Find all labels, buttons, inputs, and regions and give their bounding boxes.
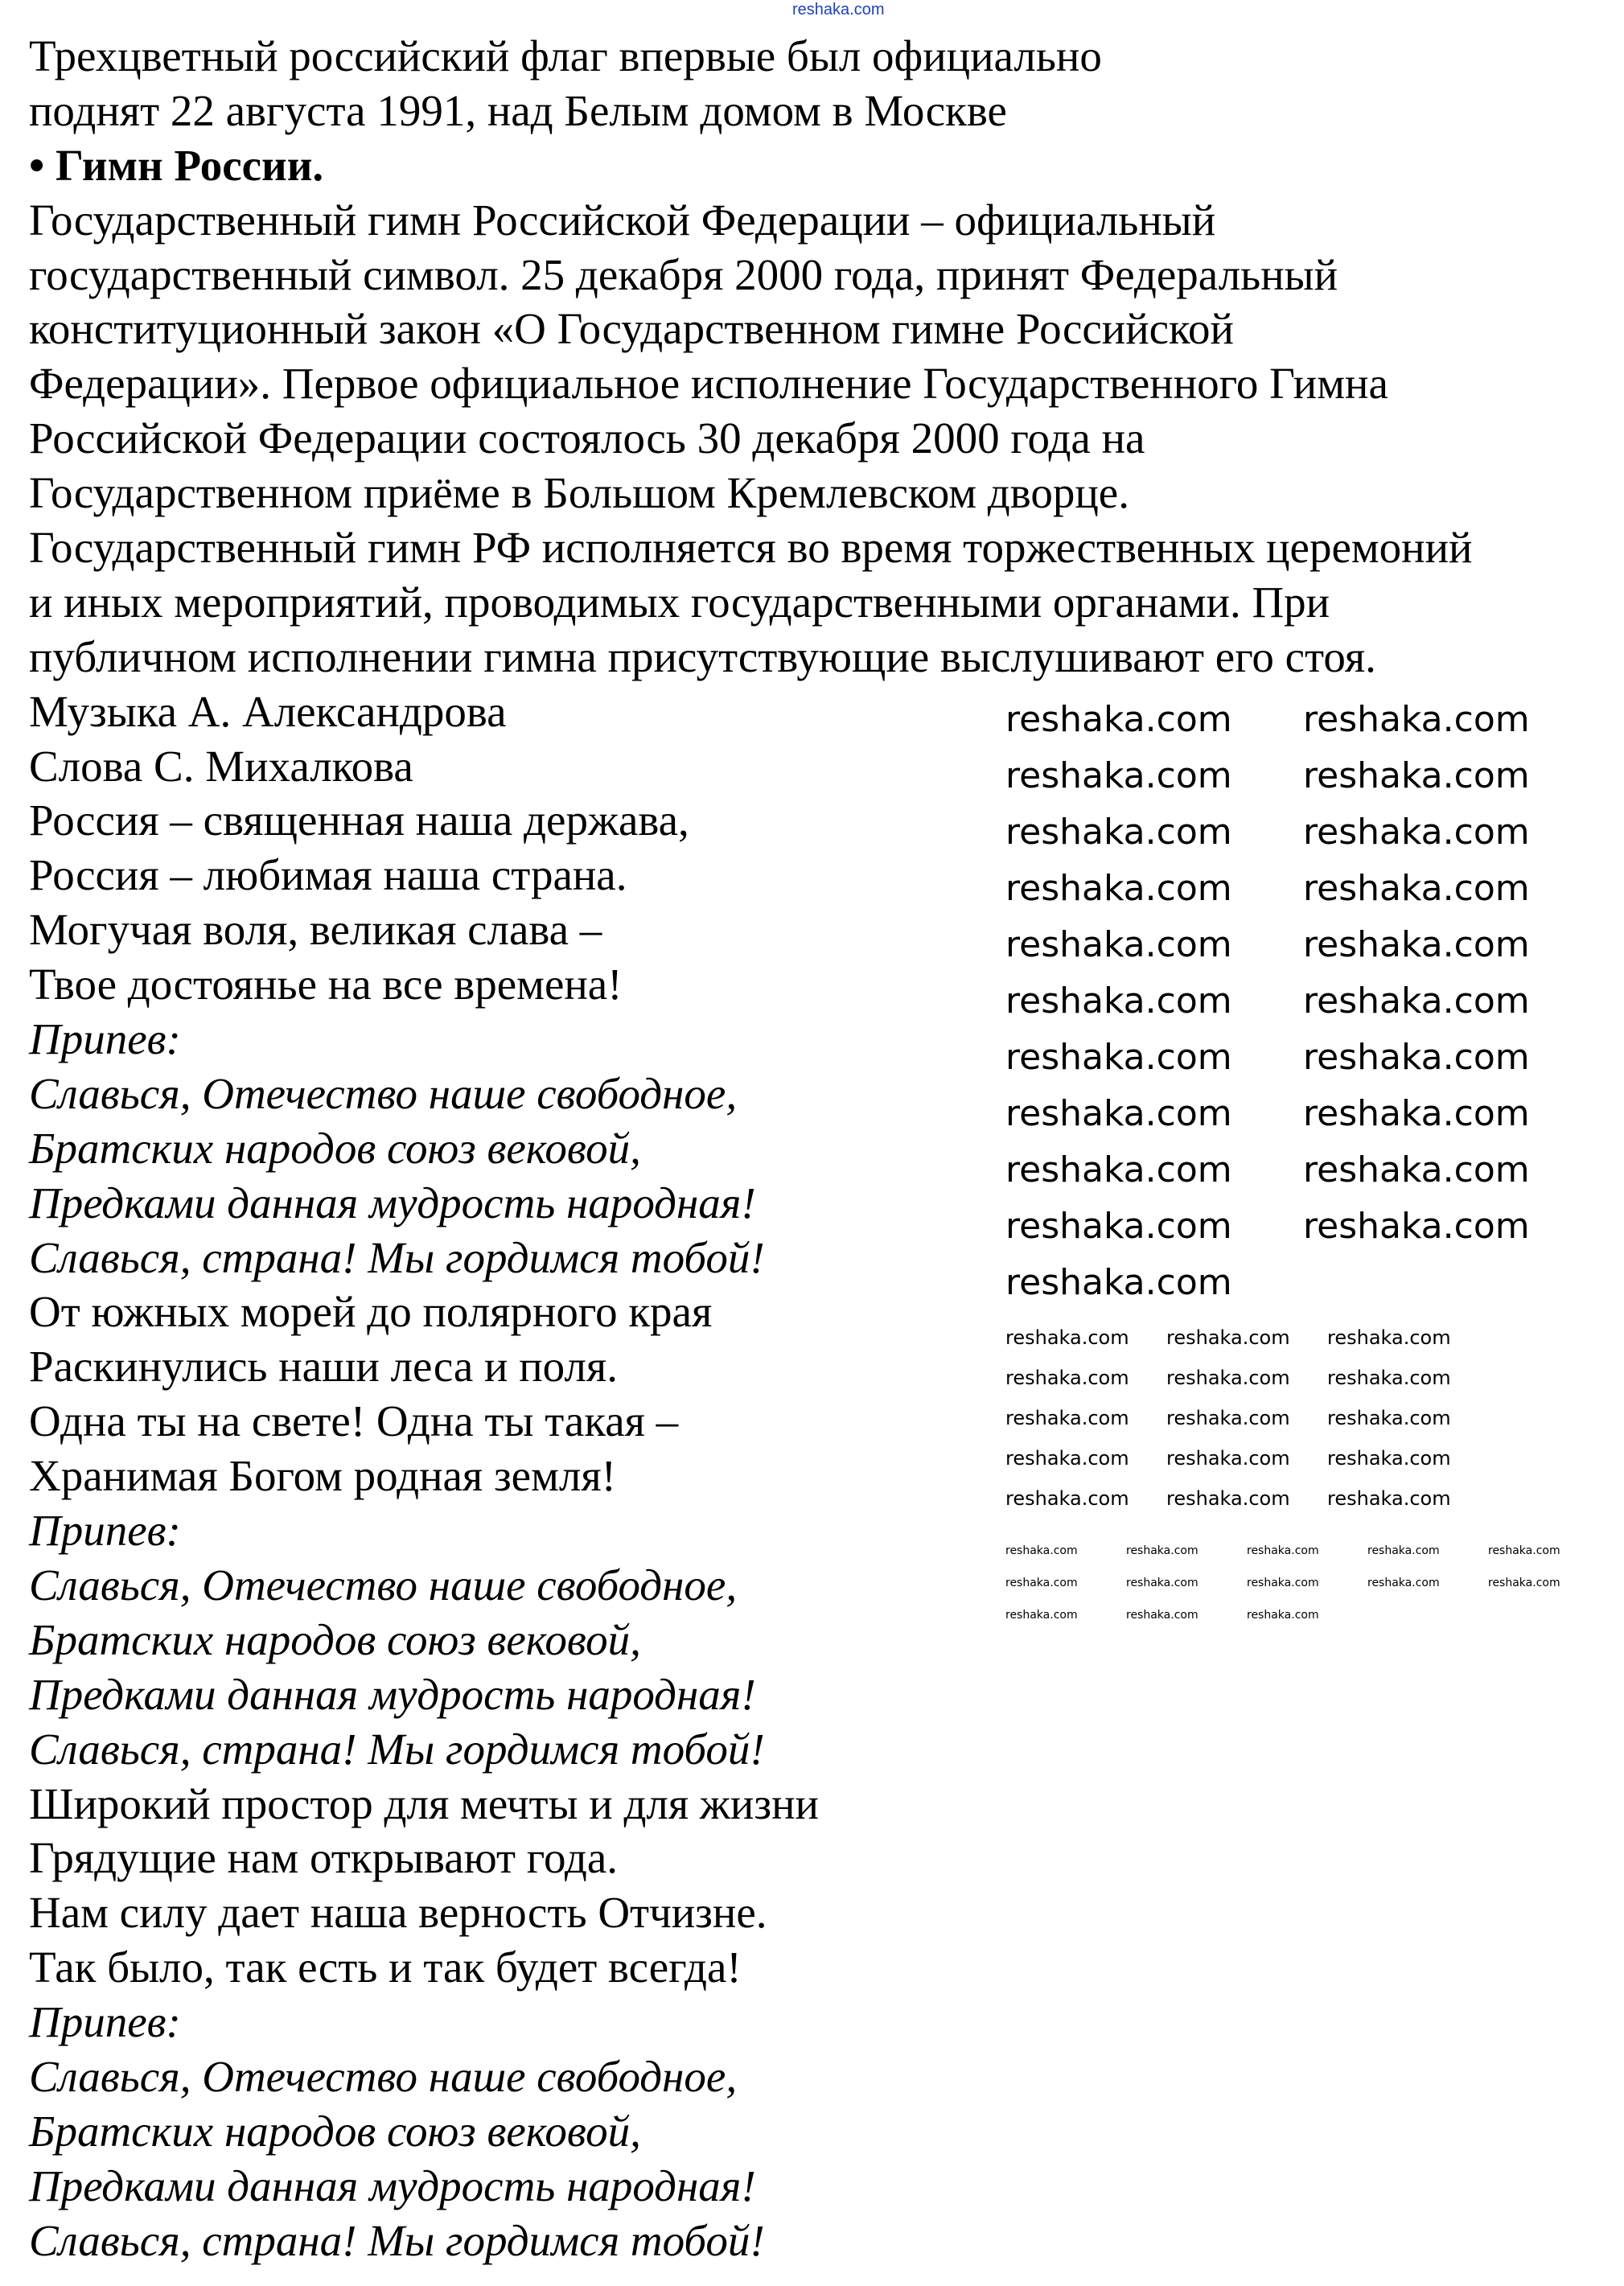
verse-line: Россия – любимая наша страна. [29,850,627,900]
verse-line: Грядущие нам открывают года. [29,1833,618,1883]
watermark: reshaka.com [1005,981,1232,1022]
watermark: reshaka.com [1303,868,1530,909]
text-line: государственный символ. 25 декабря 2000 года, принят Федеральный [29,249,1338,299]
watermark: reshaka.com [1005,1544,1078,1557]
watermark: reshaka.com [1303,812,1530,853]
verse-line: Россия – священная наша держава, [29,796,689,845]
header-watermark: reshaka.com [792,1,885,19]
watermark: reshaka.com [1327,1326,1451,1349]
watermark: reshaka.com [1005,924,1232,965]
watermark: reshaka.com [1303,1093,1530,1134]
watermark: reshaka.com [1303,924,1530,965]
chorus-line: Братских народов союз вековой, [29,2106,641,2156]
watermark: reshaka.com [1005,1609,1078,1622]
chorus-line: Братских народов союз вековой, [29,1614,641,1664]
verse-line: Хранимая Богом родная земля! [29,1451,616,1501]
chorus-line: Славься, Отечество наше свободное, [29,1068,738,1118]
document-body [29,29,1472,2268]
text-line: Федерации». Первое официальное исполнение Государственного Гимна [29,359,1388,409]
chorus-label: Припев: [29,1506,181,1556]
verse-line: Твое достоянье на все времена! [29,960,623,1009]
watermark: reshaka.com [1166,1447,1290,1470]
verse-line: Широкий простор для мечты и для жизни [29,1778,819,1828]
watermark: reshaka.com [1005,1093,1232,1134]
watermark: reshaka.com [1005,1367,1129,1389]
watermark: reshaka.com [1303,981,1530,1022]
watermark: reshaka.com [1367,1577,1440,1589]
watermark: reshaka.com [1005,1487,1129,1510]
chorus-line: Славься, страна! Мы гордимся тобой! [29,1724,765,1774]
watermark: reshaka.com [1005,1262,1232,1303]
watermark: reshaka.com [1005,868,1232,909]
music-credit: Музыка А. Александрова [29,686,507,736]
verse-line: От южных морей до полярного края [29,1287,713,1337]
text-line: Государственный гимн РФ исполняется во время торжественных церемоний [29,523,1473,573]
watermark: reshaka.com [1005,1407,1129,1429]
watermark: reshaka.com [1303,1206,1530,1247]
watermark: reshaka.com [1247,1577,1319,1589]
watermark: reshaka.com [1488,1577,1560,1589]
chorus-line: Славься, страна! Мы гордимся тобой! [29,1232,765,1282]
text-line: конституционный закон «О Государственном гимне Российской [29,304,1234,354]
watermark: reshaka.com [1005,1149,1232,1190]
watermark: reshaka.com [1005,1037,1232,1078]
lyrics-credit: Слова С. Михалкова [29,741,413,791]
verse-line: Нам силу дает наша верность Отчизне. [29,1888,767,1938]
chorus-line: Славься, Отечество наше свободное, [29,1560,738,1610]
watermark: reshaka.com [1005,1206,1232,1247]
chorus-label: Припев: [29,1997,181,2047]
verse-line: Раскинулись наши леса и поля. [29,1342,618,1392]
text-line: Трехцветный российский флаг впервые был официально [29,31,1102,80]
watermark: reshaka.com [1005,755,1232,796]
watermark: reshaka.com [1303,1037,1530,1078]
watermark: reshaka.com [1166,1487,1290,1510]
watermark: reshaka.com [1247,1609,1319,1622]
section-heading: • Гимн России. [29,140,324,190]
chorus-label: Припев: [29,1014,181,1064]
watermark: reshaka.com [1166,1326,1290,1349]
watermark: reshaka.com [1005,699,1232,740]
chorus-line: Славься, страна! Мы гордимся тобой! [29,2215,765,2265]
watermark: reshaka.com [1005,1577,1078,1589]
watermark: reshaka.com [1126,1577,1198,1589]
verse-line: Одна ты на свете! Одна ты такая – [29,1396,679,1446]
watermark: reshaka.com [1303,699,1530,740]
verse-line: Так было, так есть и так будет всегда! [29,1943,742,1992]
watermark: reshaka.com [1367,1544,1440,1557]
watermark: reshaka.com [1005,1326,1129,1349]
watermark: reshaka.com [1303,1149,1530,1190]
verse-line: Могучая воля, великая слава – [29,905,602,955]
text-line: поднят 22 августа 1991, над Белым домом в Москве [29,85,1007,135]
watermark: reshaka.com [1166,1407,1290,1429]
text-line: публичном исполнении гимна присутствующие выслушивают его стоя. [29,631,1376,681]
watermark: reshaka.com [1327,1487,1451,1510]
watermark: reshaka.com [1126,1544,1198,1557]
chorus-line: Предками данная мудрость народная! [29,2161,756,2210]
text-line: Государственном приёме в Большом Кремлевском дворце. [29,468,1129,518]
text-line: и иных мероприятий, проводимых государственными органами. При [29,577,1330,627]
watermark: reshaka.com [1327,1367,1451,1389]
watermark: reshaka.com [1005,812,1232,853]
text-line: Российской Федерации состоялось 30 декабря 2000 года на [29,413,1145,463]
watermark: reshaka.com [1303,755,1530,796]
watermark: reshaka.com [1488,1544,1560,1557]
chorus-line: Предками данная мудрость народная! [29,1669,756,1719]
watermark: reshaka.com [1327,1447,1451,1470]
watermark: reshaka.com [1327,1407,1451,1429]
chorus-line: Предками данная мудрость народная! [29,1178,756,1227]
watermark: reshaka.com [1126,1609,1198,1622]
watermark: reshaka.com [1166,1367,1290,1389]
watermark: reshaka.com [1247,1544,1319,1557]
chorus-line: Славься, Отечество наше свободное, [29,2051,738,2101]
chorus-line: Братских народов союз вековой, [29,1123,641,1173]
watermark: reshaka.com [1005,1447,1129,1470]
text-line: Государственный гимн Российской Федерации – официальный [29,195,1216,245]
